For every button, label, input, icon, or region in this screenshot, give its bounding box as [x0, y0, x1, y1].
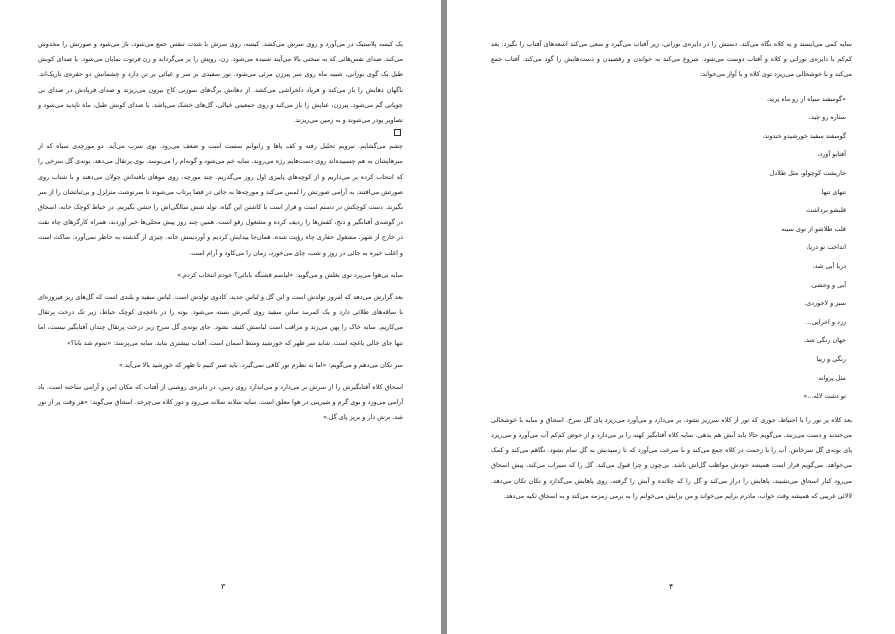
- poem-line: دریا آبی شد،: [812, 261, 846, 270]
- paragraph: اسحاق کلاه آفتابگیرش را از سرش بر می‌دارد و می‌اندازد روی زمین، در دایره‌ی روشنی از آفتاب که مکان امن و آرامی ساخته است. باد آرامی می‌وزد و بوی گرم و شیرینی در هوا معلق است. سایه سلانه سلانه می‌رود و دور کلاه می‌چرخد. اسحاق می‌گوید: «هر وقت پر از نور شد، برش دار و بریز پای گل.»: [38, 383, 403, 422]
- paragraph: سر تکان می‌دهم و می‌گویم: «اما به نظرم نور کافی نمی‌گیرد. باید صبر کنیم تا ظهر که خورشید بالا می‌آید.»: [118, 360, 403, 369]
- page-number: ۳: [221, 581, 226, 591]
- poem-line: تو دشت لاله...»: [803, 392, 846, 401]
- section-separator: [38, 129, 403, 136]
- poem-line: مثل پروانه: [818, 373, 846, 382]
- poem-line: ستاره رو چید،: [808, 113, 846, 122]
- paragraph: بعد گزارش می‌دهد که امروز تولدش است و این گل و لباس جدید، کادوی تولدش است. لباس سفید و بلندی است که گل‌های ریز فیروزه‌ای با ساقه‌های طلائی دارد و یک کمربند ساتن سفید روی کمرش بسته می‌شود. بوته را در باغچه‌ی کوچک حیاط، زیر تک درخت پرتقال می‌کاریم. سایه خاک را پهن می‌زند و مراقب است لباسش کثیف نشود. جای بوته‌ی گل سرخ زیر درخت پرتقال چندان آفتابگیر نیست، اما تنها جای خالی باغچه است. شاید سر ظهر که خورشید وسط آسمان است، آفتاب بیشتری بتابد. سایه می‌پرسد: «تموم شد بابا؟»: [38, 293, 403, 347]
- poem-line: «گوسفند سیاه از رو ماه پرید،: [766, 94, 846, 103]
- left-page-text: [38, 37, 403, 426]
- page-number: ۴: [669, 581, 674, 591]
- poem-line: آفتابو آورد،: [817, 150, 846, 159]
- poem: [491, 90, 852, 406]
- poem-line: قلب طلاشو از توی سینه: [781, 224, 846, 233]
- paragraph: بعد کلاه پر نور را با احتیاط، جوری که نور از کلاه سرریز نشود، بر می‌دارد و می‌آورد می‌ریزد پای گل سرخ. اسحاق و سایه با خوشحالی می‌خندند و دست می‌زنند. می‌گویم حالا باید آبش هم بدهی. سایه کلاه آفتابگیر کهنه را بر می‌دارد و از حوض کم‌کم آب می‌آورد و می‌ریزد پای بوته‌ی گل سرخاش. آب را با زحمت در کلاه جمع می‌کند و با سرعت می‌آورد که تا رسیدنش به گل تمام نشود. نگاهم می‌کند و کمک می‌خواهد. می‌گویم قرار است همیشه خودش مواظب گل‌اش باشد. بی‌چون و چرا قبول می‌کند. گل را که سیراب می‌کند، پیش اسحاق می‌رود کنار اسحاق می‌نشیند، پاهایش را دراز می‌کند و گل را که چلانده و آبش را گرفته، روی پاهایش می‌گذارد و تکان تکان می‌دهد. لالائی غریبی که همیشه وقت خواب، مادرم برایم می‌خواند و من برایش می‌خوانم را به نرمی زمزمه می‌کند و به اسحاق تکیه می‌دهد.: [491, 415, 852, 500]
- poem-line: قلبشو برداشت: [806, 206, 846, 215]
- paragraph: یک کیسه پلاستیک در می‌آورد و روی سرش می‌کشد. کیسه، روی سرش با شدت تنفس جمع می‌شود، باز می‌شود و صورتش را مخدوش می‌کند. صدای نفس‌هائی که به سختی بالا می‌آیند شنیده می‌شود. زن، رویش را بر می‌گرداند و زن فرتوت نمایان می‌شود. با صدای کوبش طبل یک گوی نورانی، شبیه ماه روی سر پیرزن مرئی می‌شود. نور سفیدی بر سر و عبائی بر تن دارد و چشمانش دو حفره‌ی تاریک‌اند. ناگهان دهانش را باز می‌کند و فریاد دلخراشی می‌کشد. از دهانش برگ‌های سوزنی کاج بیرون می‌ریزند و صدای فریادش در صدای نی چوپانی گم می‌شود. پیرزن، عبایش را باز می‌کند و روی جمعیتی خیالی، گل‌های خشک می‌پاشد. با صدای کوبش طبل، ماه ناپدید می‌شود و تصاویر پودر می‌شوند و به زمین می‌ریزند.: [38, 40, 403, 125]
- right-page: [447, 0, 895, 634]
- poem-line: سبز و لاجوردی،: [804, 299, 846, 308]
- poem-line: تنهای تنها: [821, 187, 846, 196]
- poem-line: زرد و اخرایی...: [805, 317, 846, 326]
- poem-line: آبی و وحشی،: [809, 280, 846, 289]
- poem-line: خاریشت کوچولو، مثل طلادل: [769, 168, 846, 177]
- paragraph: سایه بی‌هوا می‌پرد توی بغلش و می‌گوید: «لباسم قشنگه بابائی؟ خودم انتخاب کردم.»: [177, 270, 403, 279]
- left-page: [0, 0, 441, 634]
- poem-line: جهان رنگی شد،: [803, 336, 846, 345]
- paragraph: چشم می‌گشایم. تیرویم تحلیل رفته و کف پاها و زانوانم سست است و ضعف می‌رود. بوی سرب می‌آید. دو مورچه‌ی سیاه که از سرهایشان به هم چسبیده‌اند روی دست‌هایم رژه می‌روند. سایه خم می‌شود و گونه‌ام را می‌بوسد. بوی پرتقال می‌دهد. بوته‌ی گل سرخی را که انتخاب کرده بر می‌داریم و از کوچه‌های پاییزی اول روز می‌گذریم. چند مورچه، روی موهای بافته‌اش جولان می‌دهند و با شتاب روی صورتش می‌افتند. به آرامی صورتش را لمس می‌کند و مورچه‌ها به جائی در فضا پرتاب می‌شوند تا سرنوشت متزلزل و بی‌ثباتشان را از سر بگیرند. دست کوچکش در دستم است و قرار است با کاشتن این گیاه، تولد شش سالگی‌اش را جشن بگیریم. در حیاط کوچک خانه، اسحاق در گوشه‌ی آفتابگیر و دنج، کفش‌ها را ردیف کرده و مشغول رفو است. همین چند روز پیش محلی‌ها خبر آوردند، همراه کارگرهای چاه نفت در خارج از شهر، مشغول حفاری چاه رؤیت شده. همان‌جا پیدایش کردیم و آوردیمش خانه. چیزی از گذشته به خاطر نمی‌آورد. ساکت است و اغلب خیره به جائی در روز و شب، چای می‌خورد، زمان را می‌کاود و آرام است.: [38, 142, 403, 257]
- paragraph: سایه کمی می‌ایستد و به کلاه نگاه می‌کند. دستش را در دایره‌ی نورانی، زیر آفتاب می‌گیرد و سعی می‌کند اشعه‌های آفتاب را بگیرد. بعد کم‌کم با دایره‌ی نورانی و کلاه و آفتاب دوست می‌شود. شروع می‌کند به خواندن و رقصیدن و دست‌هایش را گود می‌کند. آفتاب جمع می‌کند و با خوشحالی می‌ریزد توی کلاه و با آواز می‌خواند:: [491, 40, 852, 79]
- poem-line: انداخت تو دریا،: [806, 243, 846, 252]
- right-page-text: [491, 37, 852, 504]
- poem-line: گوسفند سفید خورشیدو خندوند،: [762, 131, 846, 140]
- square-glyph-icon: [394, 129, 401, 136]
- poem-line: رنگی و زیبا: [816, 354, 846, 363]
